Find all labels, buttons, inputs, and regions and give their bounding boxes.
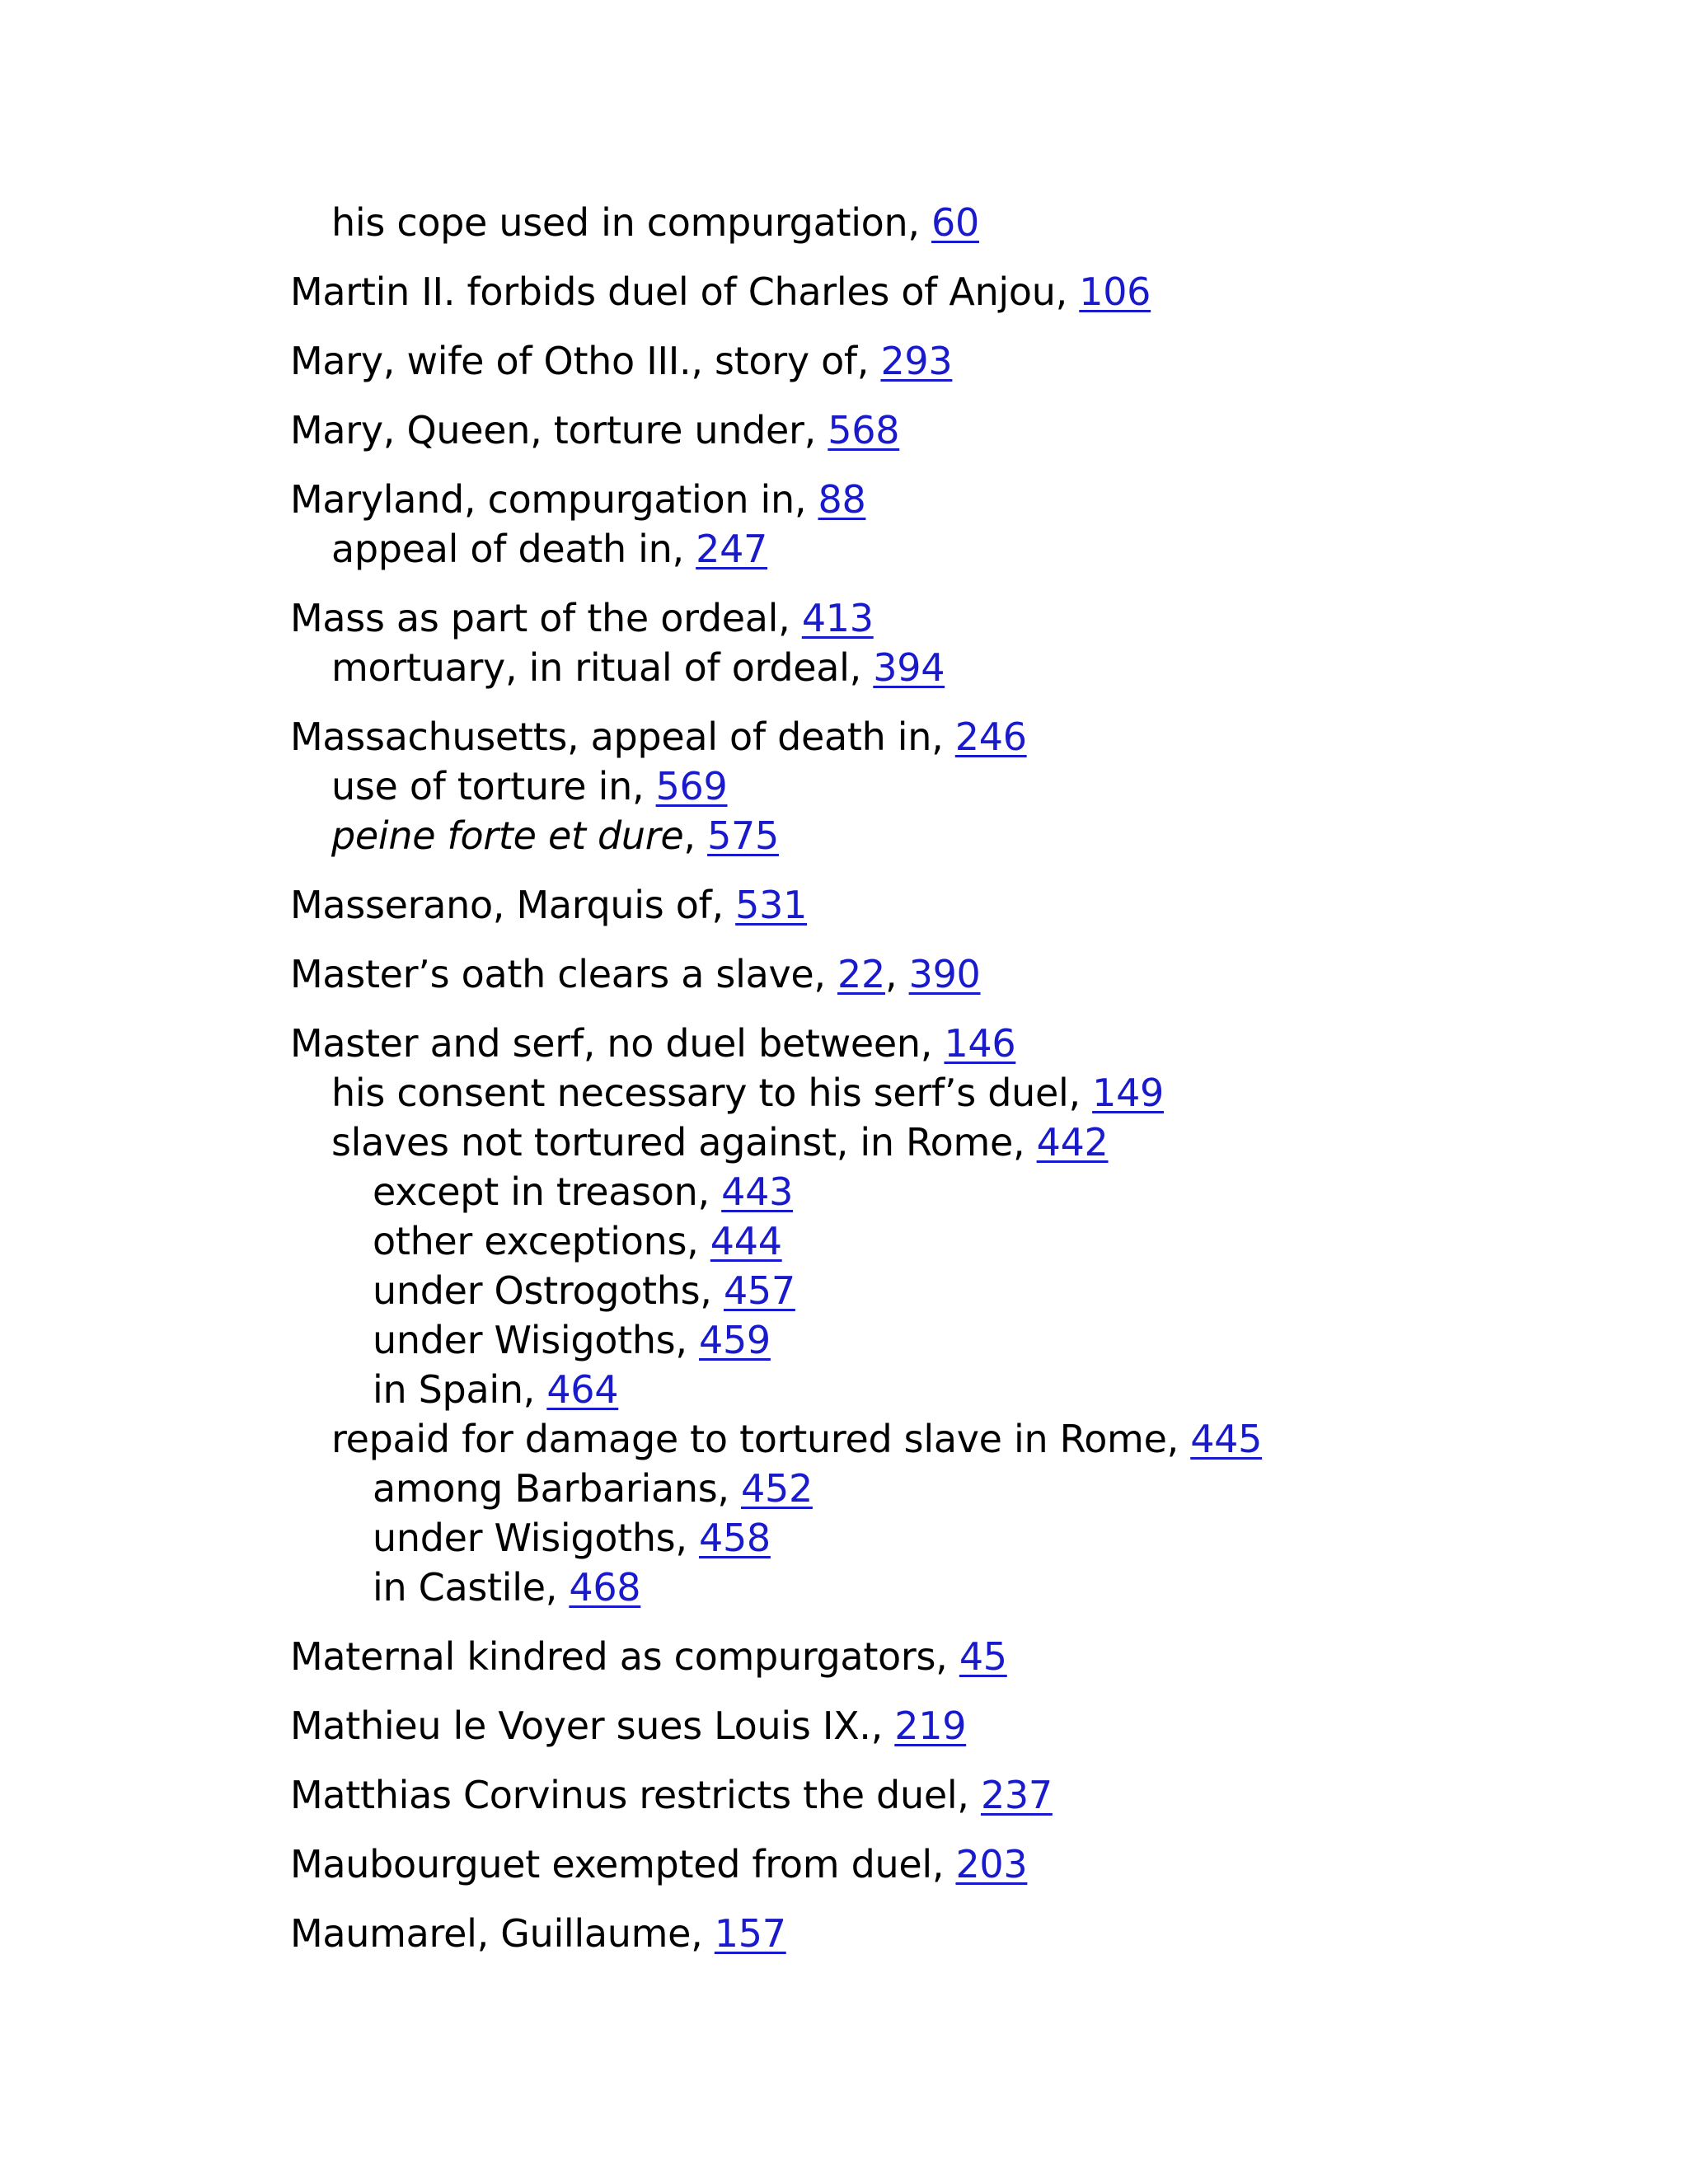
page-reference-link[interactable]: 390 bbox=[908, 952, 981, 996]
entry-text: in Castile, bbox=[373, 1565, 570, 1610]
entry-text: use of torture in, bbox=[331, 764, 656, 808]
index-entry bbox=[290, 336, 952, 386]
entry-text: , bbox=[683, 813, 708, 858]
page-reference-link[interactable]: 569 bbox=[655, 764, 728, 808]
page-reference-link[interactable]: 203 bbox=[955, 1842, 1028, 1886]
page-reference-link[interactable]: 394 bbox=[873, 645, 945, 690]
index-entry bbox=[290, 593, 874, 643]
page-reference-link[interactable]: 237 bbox=[980, 1773, 1053, 1817]
page-reference-link[interactable]: 219 bbox=[894, 1704, 967, 1748]
index-entry bbox=[290, 405, 899, 455]
index-subentry bbox=[373, 1464, 813, 1513]
index-subentry bbox=[331, 198, 979, 247]
index-subentry bbox=[331, 811, 779, 860]
page-reference-link[interactable]: 442 bbox=[1036, 1120, 1109, 1165]
entry-text: , bbox=[884, 952, 909, 996]
entry-text: other exceptions, bbox=[373, 1219, 710, 1263]
entry-text: his cope used in compurgation, bbox=[331, 200, 932, 245]
page-reference-link[interactable]: 293 bbox=[880, 339, 953, 383]
entry-text: Mary, wife of Otho III., story of, bbox=[290, 339, 881, 383]
entry-text: Martin II. forbids duel of Charles of Anjou, bbox=[290, 269, 1080, 314]
page-reference-link[interactable]: 443 bbox=[721, 1169, 794, 1214]
entry-text: Master and serf, no duel between, bbox=[290, 1021, 945, 1066]
page-reference-link[interactable]: 575 bbox=[707, 813, 779, 858]
entry-text: except in treason, bbox=[373, 1169, 722, 1214]
entry-text: Mathieu le Voyer sues Louis IX., bbox=[290, 1704, 895, 1748]
page-reference-link[interactable]: 146 bbox=[944, 1021, 1016, 1066]
index-subentry bbox=[373, 1315, 771, 1365]
page-reference-link[interactable]: 149 bbox=[1092, 1071, 1165, 1115]
index-subentry bbox=[331, 762, 728, 811]
index-subentry bbox=[331, 1414, 1262, 1464]
index-subentry bbox=[373, 1216, 782, 1266]
entry-text: Massachusetts, appeal of death in, bbox=[290, 715, 955, 759]
page-reference-link[interactable]: 106 bbox=[1079, 269, 1151, 314]
entry-text: appeal of death in, bbox=[331, 527, 696, 571]
page-reference-link[interactable]: 22 bbox=[837, 952, 885, 996]
entry-text: Masserano, Marquis of, bbox=[290, 883, 736, 927]
page-reference-link[interactable]: 452 bbox=[741, 1466, 813, 1511]
entry-text: mortuary, in ritual of ordeal, bbox=[331, 645, 874, 690]
index-subentry bbox=[331, 524, 767, 574]
page-reference-link[interactable]: 531 bbox=[735, 883, 808, 927]
entry-text: Mary, Queen, torture under, bbox=[290, 408, 828, 452]
entry-text: Maternal kindred as compurgators, bbox=[290, 1634, 959, 1679]
index-entry bbox=[290, 1770, 1053, 1820]
entry-text: repaid for damage to tortured slave in Rome, bbox=[331, 1417, 1191, 1461]
entry-text: slaves not tortured against, in Rome, bbox=[331, 1120, 1037, 1165]
index-entry bbox=[290, 1909, 786, 1958]
entry-text: Maubourguet exempted from duel, bbox=[290, 1842, 956, 1886]
entry-text: under Ostrogoths, bbox=[373, 1268, 724, 1313]
index-entry bbox=[290, 1701, 966, 1750]
page-reference-link[interactable]: 464 bbox=[546, 1367, 619, 1412]
index-entry bbox=[290, 475, 865, 524]
page-reference-link[interactable]: 468 bbox=[569, 1565, 641, 1610]
page-reference-link[interactable]: 88 bbox=[818, 477, 866, 522]
entry-text: among Barbarians, bbox=[373, 1466, 742, 1511]
index-subentry bbox=[331, 1068, 1164, 1118]
index-subentry bbox=[373, 1365, 618, 1414]
page-reference-link[interactable]: 445 bbox=[1190, 1417, 1263, 1461]
index-subentry bbox=[373, 1513, 771, 1563]
index-subentry bbox=[373, 1563, 640, 1612]
entry-text: Matthias Corvinus restricts the duel, bbox=[290, 1773, 981, 1817]
page-reference-link[interactable]: 60 bbox=[931, 200, 979, 245]
entry-text: under Wisigoths, bbox=[373, 1516, 699, 1560]
page-reference-link[interactable]: 444 bbox=[710, 1219, 782, 1263]
page-reference-link[interactable]: 568 bbox=[828, 408, 900, 452]
page-reference-link[interactable]: 459 bbox=[699, 1318, 771, 1362]
entry-italic-text: peine forte et dure bbox=[331, 813, 684, 858]
index-entry bbox=[290, 1632, 1007, 1681]
entry-text: Master’s oath clears a slave, bbox=[290, 952, 838, 996]
index-subentry bbox=[373, 1266, 795, 1315]
entry-text: Maryland, compurgation in, bbox=[290, 477, 818, 522]
index-subentry bbox=[373, 1167, 793, 1216]
index-subentry bbox=[331, 1118, 1109, 1167]
entry-text: under Wisigoths, bbox=[373, 1318, 699, 1362]
entry-text: in Spain, bbox=[373, 1367, 547, 1412]
page-reference-link[interactable]: 246 bbox=[954, 715, 1027, 759]
index-entry bbox=[290, 712, 1027, 762]
page-reference-link[interactable]: 45 bbox=[959, 1634, 1007, 1679]
page-reference-link[interactable]: 247 bbox=[696, 527, 768, 571]
index-entry bbox=[290, 1840, 1027, 1889]
entry-text: Mass as part of the ordeal, bbox=[290, 596, 802, 640]
page-reference-link[interactable]: 413 bbox=[801, 596, 874, 640]
index-entry bbox=[290, 1019, 1015, 1068]
entry-text: his consent necessary to his serf’s duel, bbox=[331, 1071, 1093, 1115]
index-entry bbox=[290, 880, 807, 930]
page-reference-link[interactable]: 157 bbox=[714, 1911, 786, 1956]
index-subentry bbox=[331, 643, 945, 692]
index-entry bbox=[290, 949, 981, 999]
page-reference-link[interactable]: 457 bbox=[723, 1268, 795, 1313]
index-entry bbox=[290, 267, 1151, 316]
page-reference-link[interactable]: 458 bbox=[699, 1516, 771, 1560]
entry-text: Maumarel, Guillaume, bbox=[290, 1911, 715, 1956]
